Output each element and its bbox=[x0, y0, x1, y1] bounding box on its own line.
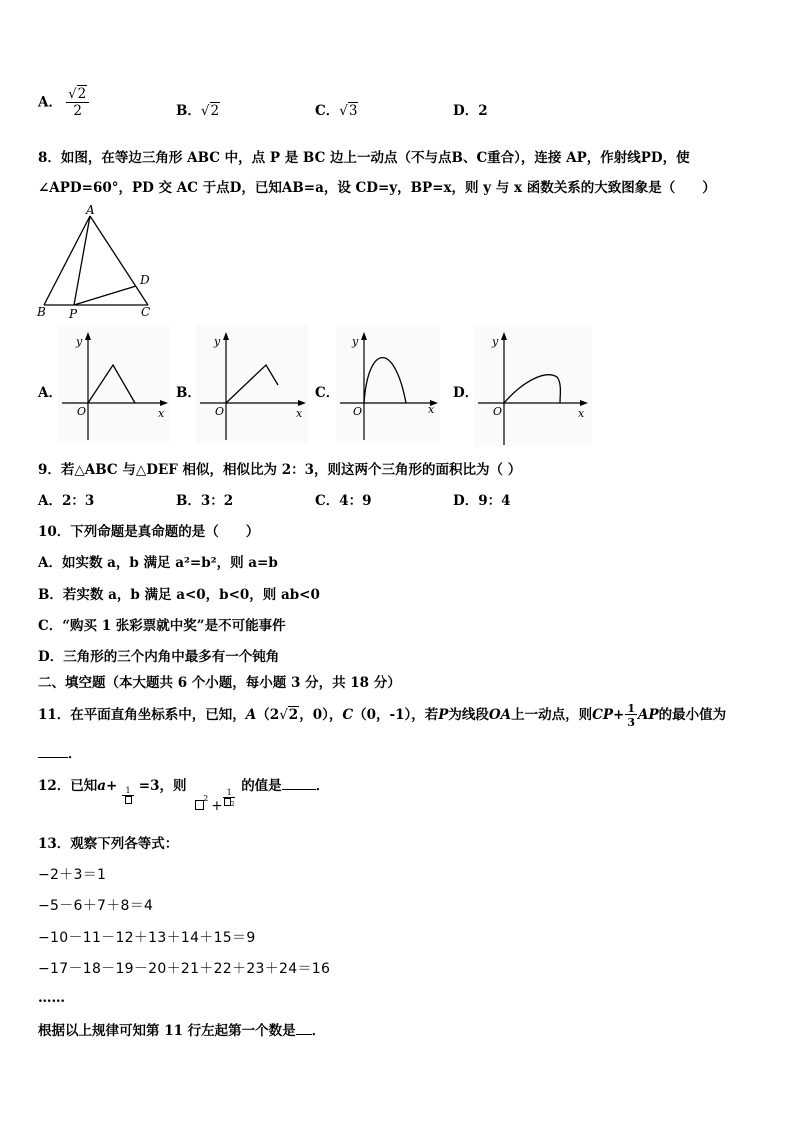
q8-stem-line2: ∠APD=60°，PD 交 AC 于点D，已知AB=a，设 CD=y，BP=x，则 y 与 x 函数关系的大致图象是（ ） bbox=[38, 180, 716, 196]
placeholder-box-icon bbox=[224, 798, 231, 806]
q8-graph-b[interactable] bbox=[196, 325, 308, 443]
svg-text:y: y bbox=[492, 335, 499, 348]
q10-option-d[interactable]: D．三角形的三个内角中最多有一个钝角 bbox=[38, 649, 280, 665]
q9-stem: 9．若△ABC 与△DEF 相似，相似比为 2：3，则这两个三角形的面积比为（ ） bbox=[38, 462, 522, 478]
q8-option-c-letter[interactable]: C． bbox=[315, 385, 340, 401]
svg-text:x: x bbox=[296, 407, 303, 420]
answer-blank[interactable] bbox=[38, 756, 68, 758]
placeholder-box-icon bbox=[125, 796, 132, 804]
q13-equation-4: −17－18－19－20＋21＋22＋23＋24＝16 bbox=[38, 961, 331, 977]
q11-answer-line[interactable]: ． bbox=[38, 742, 82, 762]
q8-option-d-letter[interactable]: D． bbox=[453, 385, 479, 401]
q10-option-b[interactable]: B．若实数 a，b 满足 a<0，b<0，则 ab<0 bbox=[38, 587, 320, 603]
q7-option-b[interactable]: B．√2 bbox=[176, 103, 220, 119]
q9-option-d[interactable]: D．9：4 bbox=[453, 493, 511, 509]
radicand: 2 bbox=[210, 103, 220, 119]
q8-stem-line1: 8．如图，在等边三角形 ABC 中，点 P 是 BC 边上一动点（不与点B、C重合），连接 AP，作射线PD，使 bbox=[38, 150, 690, 166]
q12-stem: 12．已知a+ 1 =3，则 2 + 1 2 的值是 ． bbox=[38, 778, 330, 814]
q9-option-b[interactable]: B．3：2 bbox=[176, 493, 234, 509]
q7-option-c[interactable]: C．√3 bbox=[315, 103, 358, 119]
label-a: A bbox=[86, 203, 95, 217]
q13-stem: 13．观察下列各等式： bbox=[38, 836, 179, 852]
svg-text:y: y bbox=[214, 335, 221, 348]
q9-option-c[interactable]: C．4：9 bbox=[315, 493, 372, 509]
q13-question: 根据以上规律可知第 11 行左起第一个数是 ． bbox=[38, 1023, 326, 1039]
svg-text:x: x bbox=[428, 403, 435, 416]
q8-graph-a[interactable] bbox=[58, 325, 170, 443]
q8-option-b-letter[interactable]: B． bbox=[176, 385, 201, 401]
svg-text:y: y bbox=[352, 335, 359, 348]
q7-option-a[interactable] bbox=[38, 88, 89, 118]
q13-equation-3: −10－11－12＋13＋14＋15＝9 bbox=[38, 930, 256, 946]
q8-graph-c[interactable] bbox=[336, 325, 440, 443]
svg-text:O: O bbox=[77, 405, 87, 418]
label-b: B bbox=[37, 305, 46, 319]
answer-blank[interactable] bbox=[282, 788, 316, 790]
q8-graph-d[interactable] bbox=[474, 325, 592, 447]
fraction: $\frac{√2}{2}$ bbox=[66, 88, 89, 118]
svg-text:x: x bbox=[158, 407, 165, 420]
option-letter: A． bbox=[38, 94, 62, 111]
section-heading: 二、填空题（本大题共 6 个小题，每小题 3 分，共 18 分） bbox=[38, 675, 401, 691]
q13-equation-1: −2＋3＝1 bbox=[38, 867, 107, 883]
q13-equation-2: −5－6＋7＋8＝4 bbox=[38, 898, 154, 914]
svg-text:O: O bbox=[215, 405, 225, 418]
svg-text:x: x bbox=[578, 407, 585, 420]
q13-ellipsis: …… bbox=[38, 990, 65, 1006]
triangle-figure bbox=[30, 202, 160, 322]
q10-option-c[interactable]: C．“购买 1 张彩票就中奖”是不可能事件 bbox=[38, 618, 286, 634]
q11-stem: 11．在平面直角坐标系中，已知，A（2√2，0），C（0，-1），若P为线段OA上一动点，则CP+ $\frac{1}{3}$ AP的最小值为 bbox=[38, 702, 727, 729]
q9-option-a[interactable]: A．2：3 bbox=[38, 493, 95, 509]
q10-option-a[interactable]: A．如实数 a，b 满足 a²=b²，则 a=b bbox=[38, 555, 278, 571]
label-p: P bbox=[69, 307, 78, 321]
radicand: 3 bbox=[348, 103, 358, 119]
q7-option-d[interactable]: D．2 bbox=[453, 103, 488, 119]
label-d: D bbox=[140, 273, 150, 287]
answer-blank[interactable] bbox=[296, 1033, 312, 1035]
svg-text:O: O bbox=[493, 405, 503, 418]
svg-text:y: y bbox=[76, 335, 83, 348]
svg-text:O: O bbox=[353, 405, 363, 418]
q10-stem: 10．下列命题是真命题的是（ ） bbox=[38, 524, 260, 540]
label-c: C bbox=[141, 305, 151, 319]
q8-option-a-letter[interactable]: A． bbox=[38, 385, 62, 401]
